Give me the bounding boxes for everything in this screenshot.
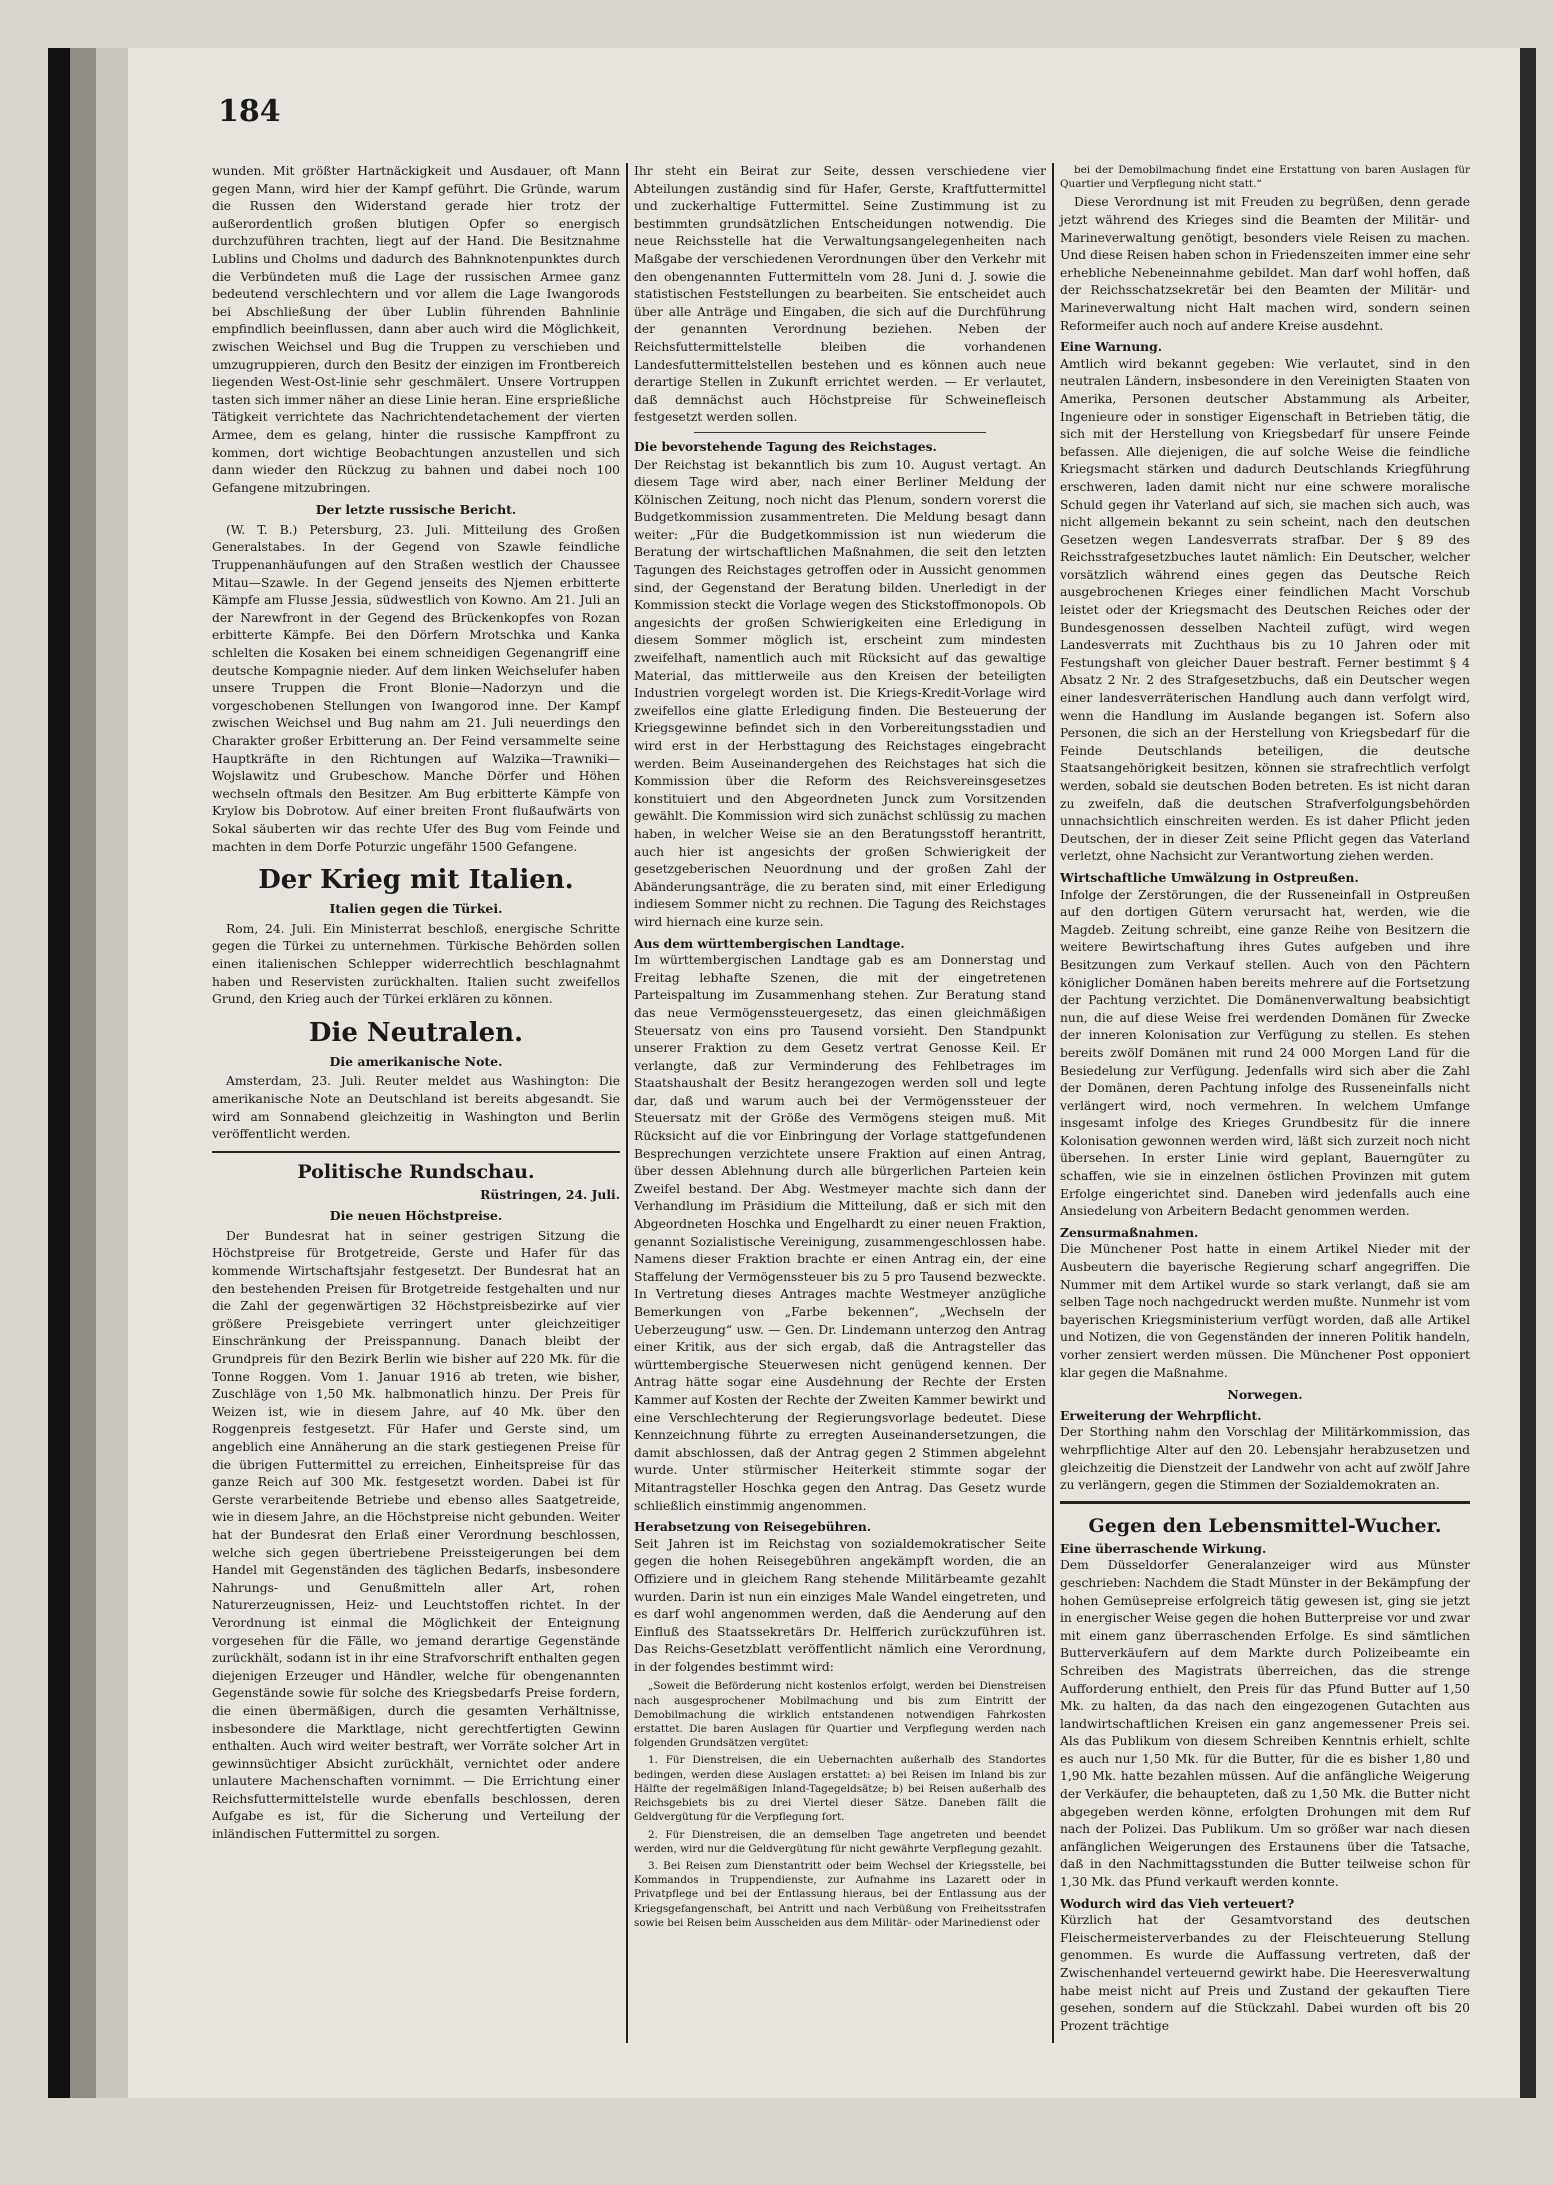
divider (212, 1151, 620, 1153)
article-text: Diese Verordnung ist mit Freuden zu begrüßen, denn gerade jetzt während des Krieges sind die Beamten der Militär- und Marineverwaltung genötigt, besonders viele Reisen zu machen. Und diese Reisen haben schon in Friedenszeiten immer eine sehr erhebliche Nebeneinnahme gebildet. Man darf wohl hoffen, daß der Reichsschatzsekretär bei den Beamten der Militär- und Marineverwaltung nicht Halt machen wird, sondern seinen Reformeifer auch noch auf andere Kreise ausdehnt. (1060, 195, 1470, 333)
section-heading: Zensurmaßnahmen. (1060, 1224, 1199, 1240)
section-heading: Aus dem württembergischen Landtage. (634, 935, 905, 951)
quoted-decree: 2. Für Dienstreisen, die an demselben Tage angetreten und beendet werden, wird nur die Geldvergütung für nicht gewährte Verpflegung gezahlt. (634, 1828, 1046, 1855)
section-heading: Die neuen Höchstpreise. (329, 1208, 503, 1224)
article-text: Der Bundesrat hat in seiner gestrigen Sitzung die Höchstpreise für Brotgetreide, Gerste und Hafer für das kommende Wirtschaftsjahr festgesetzt. Der Bundesrat hat an den bestehenden Preisen für Brotgetreide festgehalten und nur die Zahl der gegenwärtigen 32 Höchstpreisbezirke auf vier größere Preisgebiete verringert unter gleichzeitiger Einschränkung der Preisspannung. Danach bleibt der Grundpreis für den Bezirk Berlin wie bisher auf 220 Mk. für die Tonne Roggen. Vom 1. Januar 1916 ab treten, wie bisher, Zuschläge von 1,50 Mk. halbmonatlich hinzu. Der Preis für Weizen ist, wie in diesem Jahre, auf 40 Mk. über den Roggenpreis festgesetzt. Für Hafer und Gerste sind, um angeblich eine Annäherung an die stark gestiegenen Preise für die übrigen Futtermittel zu erreichen, Einheitspreise für das ganze Reich auf 300 Mk. festgesetzt worden. Dabei ist für Gerste verarbeitende Betriebe und ebenso alles Saatgetreide, wie in diesem Jahre, an die Höchstpreise nicht gebunden. Weiter hat der Bundesrat den Erlaß einer Verordnung beschlossen, welche sich gegen übertriebene Preissteigerungen bei dem Handel mit Gegenständen des täglichen Bedarfs, insbesondere Nahrungs- und Genußmitteln aller Art, rohen Naturerzeugnissen, Heiz- und Leuchtstoffen richtet. In der Verordnung ist einmal die Möglichkeit der Enteignung vorgesehen für die Fälle, wo jemand derartige Gegenstände zurückhält, sodann ist in ihr eine Strafvorschrift enthalten gegen diejenigen Erzeuger und Händler, welche für obengenannten Gegenstände sowie für solche des Kriegsbedarfs Preise fordern, die einen übermäßigen, durch die gesamten Verhältnisse, insbesondere die Marktlage, nicht gerechtfertigten Gewinn enthalten. Auch wird weiter bestraft, wer Vorräte solcher Art in gewinnsüchtiger Absicht zurückhält, vernichtet oder andere unlautere Machenschaften vornimmt. — Die Errichtung einer Reichsfuttermittelstelle wurde ebenfalls beschlossen, deren Aufgabe es ist, für die Sicherung und Verteilung der inländischen Futtermittel zu sorgen. (212, 1228, 620, 1842)
section-heading: Wodurch wird das Vieh verteuert? (1060, 1895, 1295, 1911)
article-text: Dem Düsseldorfer Generalanzeiger wird aus Münster geschrieben: Nachdem die Stadt Münster in der Bekämpfung der hohen Gemüsepreise erfolgreich tätig gewesen ist, ging sie jetzt in energischer Weise gegen die hohen Butterpreise vor und zwar mit einem ganz überraschenden Erfolge. Es sind sämtlichen Butterverkäufern auf dem Markte durch Polizeibeamte ein Schreiben des Magistrats überreichen, das die strenge Aufforderung enthielt, den Preis für das Pfund Butter auf 1,50 Mk. zu halten, da das nach den eingezogenen Gutachten aus landwirtschaftlichen Kreisen ein ganz angemessener Preis sei. Als das Publikum von diesem Schreiben Kenntnis erhielt, schlte es auch nur 1,50 Mk. für die Butter, für die es bisher 1,80 und 1,90 Mk. hatte bezahlen müssen. Auf die anfängliche Weigerung der Verkäufer, die behaupteten, daß zu 1,50 Mk. die Butter nicht abgegeben werden könne, erfolgten Drohungen mit dem Ruf nach der Polizei. Das Publikum. Um so größer war nach diesen anfänglichen Weigerungen des Erstaunens über die Tatsache, daß in den Nachmittagsstunden die Butter teilweise schon für 1,30 Mk. das Pfund verkauft werden konnte. (1060, 1558, 1470, 1890)
column-1 (212, 163, 620, 1847)
dateline: Rüstringen, 24. Juli. (480, 1186, 620, 1202)
article-text: Die Münchener Post hatte in einem Artikel Nieder mit der Ausbeutern die bayerische Regierung scharf angegriffen. Die Nummer mit dem Artikel wurde so stark verlangt, daß sie am selben Tage noch nachgedruckt werden mußte. Nunmehr ist vom bayerischen Kriegsministerium verfügt worden, daß alle Artikel und Notizen, die von Gegenständen der inneren Politik handeln, vorher zensiert werden müssen. Die Münchener Post opponiert klar gegen die Maßnahme. (1060, 1242, 1470, 1380)
page-number: 184 (218, 94, 281, 129)
quoted-decree: 1. Für Dienstreisen, die ein Uebernachten außerhalb des Standortes bedingen, werden diese Auslagen erstattet: a) bei Reisen im Inland bis zur Hälfte der regelmäßigen Inland-Tagegeldsätze; b) bei Reisen außerhalb des Reichsgebiets bis zu drei Viertel dieser Sätze. Daneben fällt die Geldvergütung für die Verpflegung fort. (634, 1754, 1046, 1824)
article-text: wunden. Mit größter Hartnäckigkeit und Ausdauer, oft Mann gegen Mann, wird hier der Kampf geführt. Die Gründe, warum die Russen den Widerstand gerade hier trotz der außerordentlich großen blutigen Opfer so energisch durchzuführen trachten, liegt auf der Hand. Die Besitznahme Lublins und Cholms und dadurch des Bahnknotenpunktes durch die Verbündeten muß die Lage der russischen Armee ganz bedeutend verschlechtern und vor allem die Lage Iwangorods bei Abschließung der über Lublin führenden Bahnlinie empfindlich beeinflussen, dann aber auch wird die Möglichkeit, zwischen Weichsel und Bug die Truppen zu verschieben und umzugruppieren, durch den Besitz der einzigen im Frontbereich liegenden West-Ost-linie sehr geschmälert. Unsere Vortruppen tasten sich immer näher an diese Linie heran. Eine ersprießliche Tätigkeit verrichtete das Nachrichtendetachement der vierten Armee, dem es gelang, hinter die russische Kampffront zu kommen, dort wichtige Beobachtungen anzustellen und sich dann wieder den Rückzug zu bahnen und dabei noch 100 Gefangene mitzubringen. (212, 164, 620, 495)
article-text: Amtlich wird bekannt gegeben: Wie verlautet, sind in den neutralen Ländern, insbesondere in den Vereinigten Staaten von Amerika, Personen deutscher Abstammung als Arbeiter, Ingenieure oder in sonstiger Eigenschaft in Betrieben tätig, die sich mit der Herstellung von Kriegsbedarf für unsere Feinde befassen. Alle diejenigen, die auf solche Weise die feindliche Kriegsmacht stärken und dadurch Deutschlands Kriegführung erschweren, laden damit nicht nur eine schwere moralische Schuld gegen ihr Vaterland auf sich, sie machen sich auch, was nicht allgemein bekannt zu sein scheint, nach den deutschen Gesetzen wegen Landesverrats strafbar. Der § 89 des Reichsstrafgesetzbuches lautet nämlich: Ein Deutscher, welcher vorsätzlich während eines gegen das Deutsche Reich ausgebrochenen Krieges einer feindlichen Macht Vorschub leistet oder der Kriegsmacht des Deutschen Reiches oder der Bundesgenossen desselben Nachteil zufügt, wird wegen Landesverrats mit Zuchthaus bis zu 10 Jahren oder mit Festungshaft von gleicher Dauer bestraft. Ferner bestimmt § 4 Absatz 2 Nr. 2 des Strafgesetzbuchs, daß ein Deutscher wegen einer landesverräterischen Handlung auch dann verfolgt wird, wenn die Handlung im Auslande begangen ist. Sofern also Personen, die sich an der Herstellung von Kriegsbedarf für die Feinde Deutschlands beteiligen, die deutsche Staatsangehörigkeit besitzen, können sie strafrechtlich verfolgt werden, sobald sie deutschen Boden betreten. Es ist nicht daran zu zweifeln, daß die deutschen Strafverfolgungsbehörden unnachsichtlich einschreiten werden. Es ist daher Pflicht jeden Deutschen, der in dieser Zeit seine Pflicht gegen das Vaterland verletzt, ohne Nachsicht zur Verantwortung ziehen werden. (1060, 356, 1470, 864)
column-rule-2 (1052, 163, 1054, 2043)
binding-edge (48, 48, 70, 2098)
headline-rundschau: Politische Rundschau. (297, 1160, 535, 1183)
article-text: Der Reichstag ist bekanntlich bis zum 10. August vertagt. An diesem Tage wird aber, nach einer Berliner Meldung der Kölnischen Zeitung, noch nicht das Plenum, sondern vorerst die Budgetkommission zusammentreten. Die Meldung besagt dann weiter: „Für die Budgetkommission ist nun wiederum die Beratung der wirtschaftlichen Maßnahmen, die seit den letzten Tagungen des Reichstages getroffen oder in Aussicht genommen sind, der Gegenstand der Beratung bilden. Unerledigt in der Kommission steckt die Vorlage wegen des Stickstoffmonopols. Ob angesichts der großen Schwierigkeiten eine Erledigung in diesem Sommer möglich ist, erscheint zum mindesten zweifelhaft, namentlich auch mit Rücksicht auf das gewaltige Material, das mittlerweile aus den Kreisen der beteiligten Industrien vorgelegt worden ist. Die Kriegs-Kredit-Vorlage wird zweifellos eine glatte Erledigung finden. Die Besteuerung der Kriegsgewinne befindet sich in den Vorbereitungsstadien und wird erst in der Herbsttagung des Reichstages eingebracht werden. Beim Auseinandergehen des Reichstages hat sich die Kommission über die Reform des Reichsvereinsgesetzes konstituiert und den Abgeordneten Junck zum Vorsitzenden gewählt. Die Kommission wird sich zunächst schlüssig zu machen haben, in welcher Weise sie an den Beratungsstoff herantritt, auch hier ist angesichts der großen Schwierigkeit der gesetzgeberischen Neuordnung und der großen Zahl der Abänderungsanträge, die zu beraten sind, mit einer Erledigung indiesem Sommer nicht zu rechnen. Die Tagung des Reichstages wird hiernach eine kurze sein. (634, 457, 1046, 929)
article-text: Amsterdam, 23. Juli. Reuter meldet aus Washington: Die amerikanische Note an Deutschland ist bereits abgesandt. Sie wird am Sonnabend gleichzeitig in Washington und Berlin veröffentlicht werden. (212, 1074, 620, 1142)
divider (1060, 1501, 1470, 1508)
section-heading: Erweiterung der Wehrpflicht. (1060, 1407, 1262, 1423)
binding-margin (96, 48, 128, 2098)
article-text: Im württembergischen Landtage gab es am Donnerstag und Freitag lebhafte Szenen, die mit der eingetretenen Parteispaltung im Zusammenhang stehen. Zur Beratung stand das neue Vermögenssteuergesetz, das einen gleichmäßigen Steuersatz von eins pro Tausend vorsieht. Den Standpunkt unserer Fraktion zu dem Gesetz vertrat Genosse Keil. Er verlangte, daß zur Verminderung des Fehlbetrages im Staatshaushalt der Besitz herangezogen werden soll und legte dar, daß und warum auch bei der Vermögenssteuer der Steuersatz mit der Größe des Vermögens steigen muß. Mit Rücksicht auf die vor Einbringung der Vorlage stattgefundenen Besprechungen verzichtete unsere Fraktion auf einen Antrag, über dessen Ablehnung durch alle bürgerlichen Parteien kein Zweifel bestand. Der Abg. Westmeyer machte sich dann der Verhandlung im Präsidium die Mitteilung, daß er sich mit den Abgeordneten Hoschka und Engelhardt zu einer neuen Fraktion, genannt Sozialistische Vereinigung, zusammengeschlossen habe. Namens dieser Fraktion brachte er einen Antrag ein, der eine Staffelung der Vermögenssteuer bis zu 5 pro Tausend bezweckte. In Vertretung dieses Antrages machte Westmeyer anzügliche Bemerkungen von „Farbe bekennen“, „Wechseln der Ueberzeugung“ usw. — Gen. Dr. Lindemann unterzog den Antrag einer Kritik, aus der sich ergab, daß die Antragsteller das württembergische Steuerwesen nicht genügend kennen. Der Antrag hätte sogar eine Ausdehnung der Rechte der Ersten Kammer auf Kosten der Rechte der Zweiten Kammer bewirkt und eine Verschlechterung der Regierungsvorlage bedeutet. Diese Kennzeichnung führte zu erregten Auseinandersetzungen, die damit abschlossen, daß der Antrag gegen 2 Stimmen abgelehnt wurde. Unter stürmischer Heiterkeit stimmte sogar der Mitantragsteller Hoschka gegen den Antrag. Das Gesetz wurde schließlich einstimmig angenommen. (634, 953, 1046, 1513)
column-2 (634, 163, 1046, 1933)
quoted-decree: 3. Bei Reisen zum Dienstantritt oder beim Wechsel der Kriegsstelle, bei Kommandos in Truppendienste, zur Aufnahme ins Lazarett oder in Privatpflege und bei der Entlassung hieraus, bei der Entlassung aus der Kriegsgefangenschaft, bei Antritt und nach Verbüßung von Freiheitsstrafen sowie bei Reisen beim Ausscheiden aus dem Militär- oder Marinedienst oder (634, 1859, 1046, 1929)
newspaper-page (128, 48, 1520, 2098)
quoted-decree: „Soweit die Beförderung nicht kostenlos erfolgt, werden bei Dienstreisen nach ausgesprochener Mobilmachung und bis zum Eintritt der Demobilmachung die wirklich entstandenen notwendigen Fahrkosten erstattet. Die baren Auslagen für Quartier und Verpflegung werden nach folgenden Grundsätzen vergütet: (634, 1680, 1046, 1750)
section-heading: Eine Warnung. (1060, 339, 1162, 355)
article-text: Infolge der Zerstörungen, die der Russeneinfall in Ostpreußen auf den dortigen Gütern verursacht hat, werden, wie die Magdeb. Zeitung schreibt, eine ganze Reihe von Besitzern die weitere Bewirtschaftung ihres Gutes aufgeben und ihre Besitzungen zum Verkauf stellen. Auch von den Pächtern königlicher Domänen haben bereits mehrere auf die Fortsetzung der Pachtung verzichtet. Die Domänenverwaltung beabsichtigt nun, die auf diese Weise frei werdenden Domänen für Zwecke der inneren Kolonisation zur Verfügung zu stellen. Es stehen bereits zwölf Domänen mit rund 24 000 Morgen Land für die Besiedelung zur Verfügung. Jedenfalls wird sich aber die Zahl der Domänen, deren Pachtung infolge des Russeneinfalls nicht verlängert wird, noch vermehren. In welchem Umfange insgesamt infolge des Krieges Grundbesitz für die innere Kolonisation gewonnen werden wird, läßt sich zurzeit noch nicht übersehen. In erster Linie wird geplant, Bauerngüter zu schaffen, wie sie in einzelnen östlichen Provinzen mit gutem Erfolge eingerichtet sind. Daneben wird jedenfalls auch eine Ansiedelung von Arbeitern Bedacht genommen werden. (1060, 887, 1470, 1219)
section-heading: Herabsetzung von Reisegebühren. (634, 1519, 872, 1535)
article-text: Kürzlich hat der Gesamtvorstand des deutschen Fleischermeisterverbandes zu der Fleischteuerung Stellung genommen. Es wurde die Auffassung vertreten, daß der Zwischenhandel verteuernd gewirkt habe. Die Heeresverwaltung habe meist nicht auf Preis und Zustand der gekauften Tiere gesehen, sondern auf die Stückzahl. Dabei wurden oft bis 20 Prozent trächtige (1060, 1913, 1470, 2033)
binding-shadow (70, 48, 96, 2098)
column-rule-1 (626, 163, 628, 2043)
section-heading: Wirtschaftliche Umwälzung in Ostpreußen. (1060, 869, 1359, 885)
page-right-edge (1520, 48, 1536, 2098)
article-text: Der Storthing nahm den Vorschlag der Militärkommission, das wehrpflichtige Alter auf den 20. Lebensjahr herabzusetzen und gleichzeitig die Dienstzeit der Landwehr von acht auf zwölf Jahre zu verlängern, gegen die Stimmen der Sozialdemokraten an. (1060, 1425, 1470, 1493)
section-heading: Norwegen. (1227, 1387, 1303, 1403)
article-text: (W. T. B.) Petersburg, 23. Juli. Mitteilung des Großen Generalstabes. In der Gegend von Szawle feindliche Truppenanhäufungen auf den Straßen westlich der Chaussee Mitau—Szawle. In der Gegend jenseits des Njemen erbitterte Kämpfe am Flusse Jessia, südwestlich von Kowno. Am 21. Juli an der Narewfront in der Gegend des Brückenkopfes von Rozan erbitterte Kämpfe. Bei den Dörfern Mrotschka und Kanka schlelten die Kosaken bei einem schneidigen Gegenangriff eine deutsche Kompagnie nieder. Auf dem linken Weichselufer haben unsere Truppen die Front Blonie—Nadorzyn und die vorgeschobenen Stellungen von Iwangorod inne. Der Kampf zwischen Weichsel und Bug nahm am 21. Juli neuerdings den Charakter großer Erbitterung an. Der Feind versammelte seine Hauptkräfte in den Richtungen auf Walzika—Trawniki—Wojslawitz und Grubeschow. Manche Dörfer und Höhen wechseln oftmals den Besitzer. Am Bug erbitterte Kämpfe von Krylow bis Dobrotow. Auf einer breiten Front flußaufwärts von Sokal säuberten wir das rechte Ufer des Bug vom Feinde und machten in dem Dorfe Poturzic ungefähr 1500 Gefangene. (212, 522, 620, 854)
section-heading: Die bevorstehende Tagung des Reichstages. (634, 438, 937, 454)
article-text: Seit Jahren ist im Reichstag von sozialdemokratischer Seite gegen die hohen Reisegebühren angekämpft worden, die an Offiziere und in gleichem Rang stehende Militärbeamte gezahlt wurden. Darin ist nun ein einziges Male Wandel eingetreten, und es darf wohl angenommen werden, daß die Aenderung auf den Einfluß des Staatssekretärs Dr. Helfferich zurückzuführen ist. Das Reichs-Gesetzblatt veröffentlicht nämlich eine Verordnung, in der folgendes bestimmt wird: (634, 1536, 1046, 1674)
divider (694, 432, 986, 433)
section-heading: Der letzte russische Bericht. (315, 502, 517, 518)
headline-neutralen: Die Neutralen. (308, 1017, 524, 1048)
section-heading: Eine überraschende Wirkung. (1060, 1540, 1267, 1556)
article-text: Rom, 24. Juli. Ein Ministerrat beschloß, energische Schritte gegen die Türkei zu unternehmen. Türkische Behörden sollen einen italienischen Schlepper widerrechtlich beschlagnahmt haben und Reservisten zurückhalten. Italien sucht zweifellos Grund, den Krieg auch der Türkei erklären zu können. (212, 921, 620, 1007)
headline-italien: Der Krieg mit Italien. (258, 865, 574, 896)
section-heading: Italien gegen die Türkei. (329, 901, 503, 917)
section-heading: Die amerikanische Note. (329, 1053, 503, 1069)
article-text: Ihr steht ein Beirat zur Seite, dessen verschiedene vier Abteilungen zuständig sind für Hafer, Gerste, Kraftfuttermittel und zuckerhaltige Futtermittel. Seine Zustimmung ist zu bestimmten grundsätzlichen Entscheidungen notwendig. Die neue Reichsstelle hat die Verwaltungsangelegenheiten nach Maßgabe der verschiedenen Verordnungen über den Verkehr mit den obengenannten Futtermitteln vom 28. Juni d. J. sowie die statistischen Feststellungen zu bearbeiten. Sie entscheidet auch über alle Anträge und Eingaben, die sich auf die Durchführung der genannten Verordnung beziehen. Neben der Reichsfuttermittelstelle bleiben die vorhandenen Landesfuttermittelstellen bestehen und es können auch neue derartige Stellen in Zukunft errichtet werden. — Er verlautet, daß demnächst auch Höchstpreise für Schweinefleisch festgesetzt werden sollen. (634, 164, 1046, 425)
column-3 (1060, 163, 1470, 2038)
quoted-decree: bei der Demobilmachung findet eine Erstattung von baren Auslagen für Quartier und Verpflegung nicht statt.“ (1060, 164, 1470, 191)
headline-wucher: Gegen den Lebensmittel-Wucher. (1088, 1514, 1442, 1537)
